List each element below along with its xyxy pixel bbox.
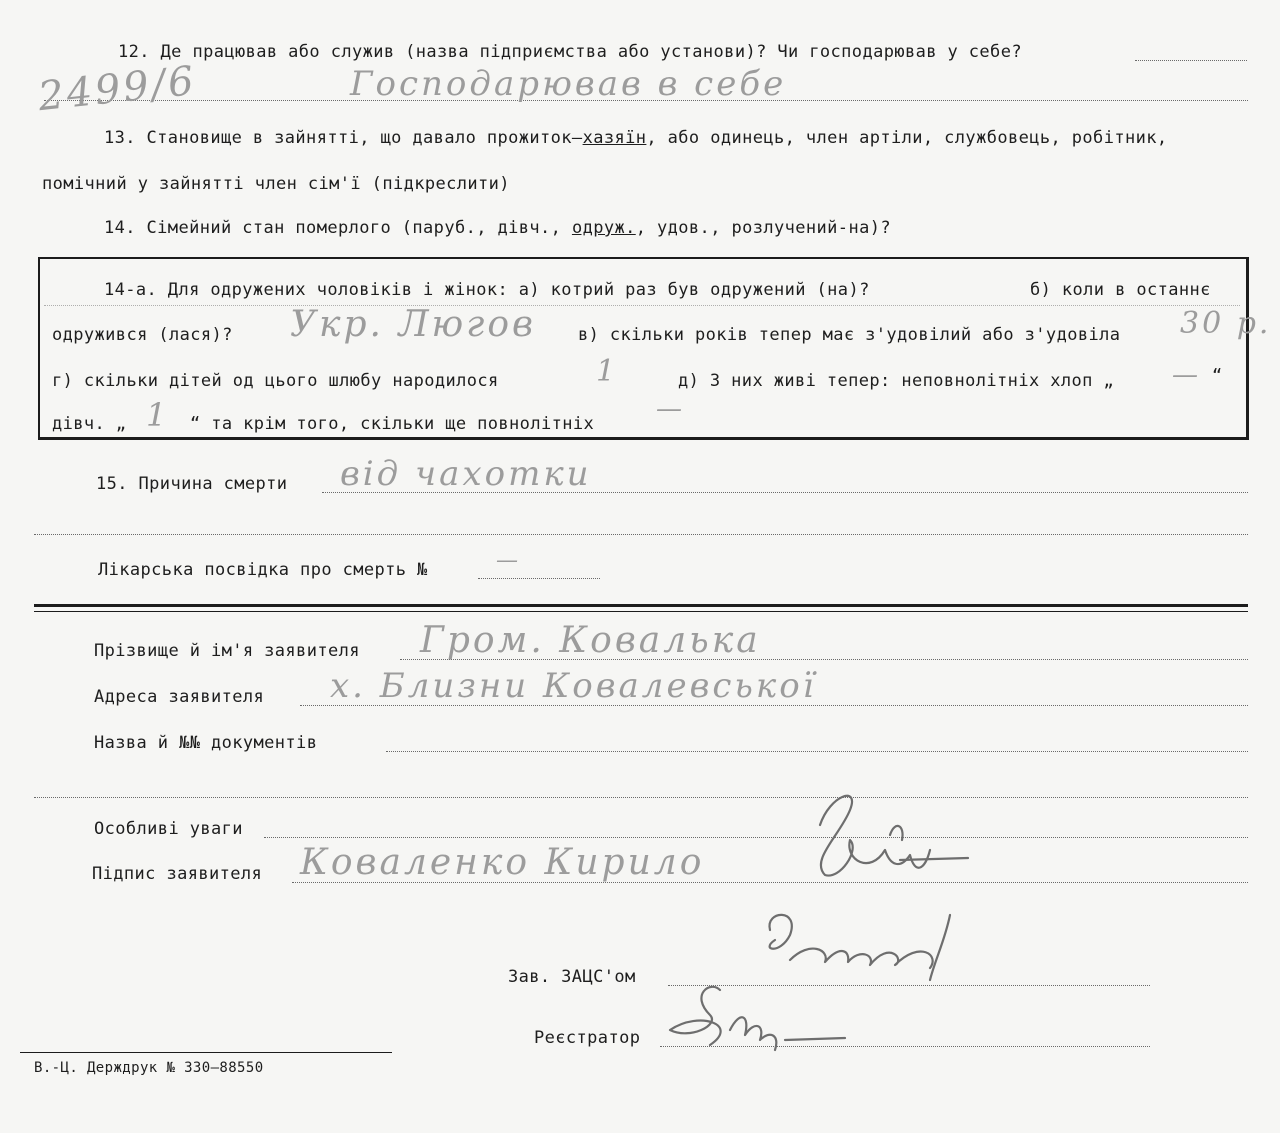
q14a-line2-a: одружився (лася)? — [52, 325, 233, 345]
q14a-line2-b: в) скільки років тепер має з'удовілий або з'удовіла — [578, 325, 1121, 345]
q15-line-2 — [34, 534, 1248, 535]
q12-line-1 — [1135, 60, 1247, 61]
q14a-line1-b: б) коли в останнє — [1030, 280, 1211, 300]
q12-handwritten-number: 2499/6 — [36, 57, 199, 121]
documents-line-2 — [34, 797, 1248, 798]
q13-label-line2: помічний у зайнятті член сім'ї (підкреслити) — [42, 174, 510, 194]
q14a-line3-c: “ — [1212, 366, 1223, 386]
q13-label: 13. Становище в зайнятті, що давало прожиток—хазяїн, або одинець, член артіли, службовець, робітник, — [104, 128, 1168, 148]
q15-line-1 — [322, 492, 1248, 493]
q14a-handwritten-minor-girls: 1 — [146, 396, 170, 434]
applicant-address-handwritten: х. Близни Ковалевської — [330, 666, 817, 706]
documents-line-1 — [386, 751, 1248, 752]
q14-selected-option: одруж. — [571, 218, 636, 238]
q12-handwritten-answer: Господарював в себе — [350, 64, 787, 104]
applicant-address-line — [300, 705, 1248, 706]
q12-label: 12. Де працював або служив (назва підприємства або установи)? Чи господарював у себе? — [118, 42, 1022, 62]
printer-imprint: В.-Ц. Держдрук № 330—88550 — [34, 1060, 264, 1076]
q14a-line1-dots — [44, 305, 1240, 306]
q14a-handwritten-minor-boys: — — [1172, 360, 1201, 390]
q13-selected-option: хазяїн — [582, 128, 647, 148]
q14a-line1-a: 14-а. Для одружених чоловіків і жінок: а) котрий раз був одружений (на)? — [104, 280, 870, 300]
registrar-label: Реєстратор — [534, 1028, 641, 1048]
medical-cert-label: Лікарська посвідка про смерть № — [98, 560, 428, 580]
applicant-name-line — [400, 659, 1248, 660]
applicant-name-label: Прізвище й ім'я заявителя — [94, 641, 360, 661]
medical-cert-line — [478, 578, 600, 579]
footer-rule — [20, 1052, 392, 1053]
q14a-line4-a: дівч. „ — [52, 414, 127, 434]
medical-cert-handwritten: — — [496, 548, 521, 573]
applicant-signature-handwritten: Коваленко Кирило — [300, 842, 705, 883]
section-separator-bottom — [34, 611, 1248, 612]
q14-label: 14. Сімейний стан померлого (паруб., дівч., одруж., удов., розлучений-на)? — [104, 218, 891, 238]
documents-label: Назва й №№ документів — [94, 733, 318, 753]
applicant-signature-line — [292, 882, 1248, 883]
special-notes-line — [264, 837, 1248, 838]
q14a-line3-b: д) З них живі тепер: неповнолітніх хлоп „ — [678, 371, 1115, 391]
official-signature-1 — [790, 780, 980, 900]
q14a-handwritten-years: 30 р. — [1180, 306, 1272, 341]
applicant-address-label: Адреса заявителя — [94, 687, 265, 707]
zags-head-label: Зав. ЗАЦС'ом — [508, 967, 636, 987]
applicant-name-handwritten: Гром. Ковалька — [420, 620, 761, 661]
q14a-line4-b: “ та крім того, скільки ще повнолітніх — [190, 414, 595, 434]
q14a-handwritten-adults: — — [656, 394, 685, 424]
q15-handwritten-cause: від чахотки — [340, 454, 592, 494]
applicant-signature-label: Підпис заявителя — [92, 864, 263, 884]
q15-label: 15. Причина смерти — [96, 474, 288, 494]
q14a-handwritten-married: Укр. Люгов — [290, 304, 536, 345]
registrar-signature — [650, 970, 860, 1070]
special-notes-label: Особливі уваги — [94, 819, 243, 839]
q14a-handwritten-children: 1 — [596, 354, 619, 389]
section-separator-top — [34, 604, 1248, 607]
q14a-line3-a: г) скільки дітей од цього шлюбу народилося — [52, 371, 499, 391]
